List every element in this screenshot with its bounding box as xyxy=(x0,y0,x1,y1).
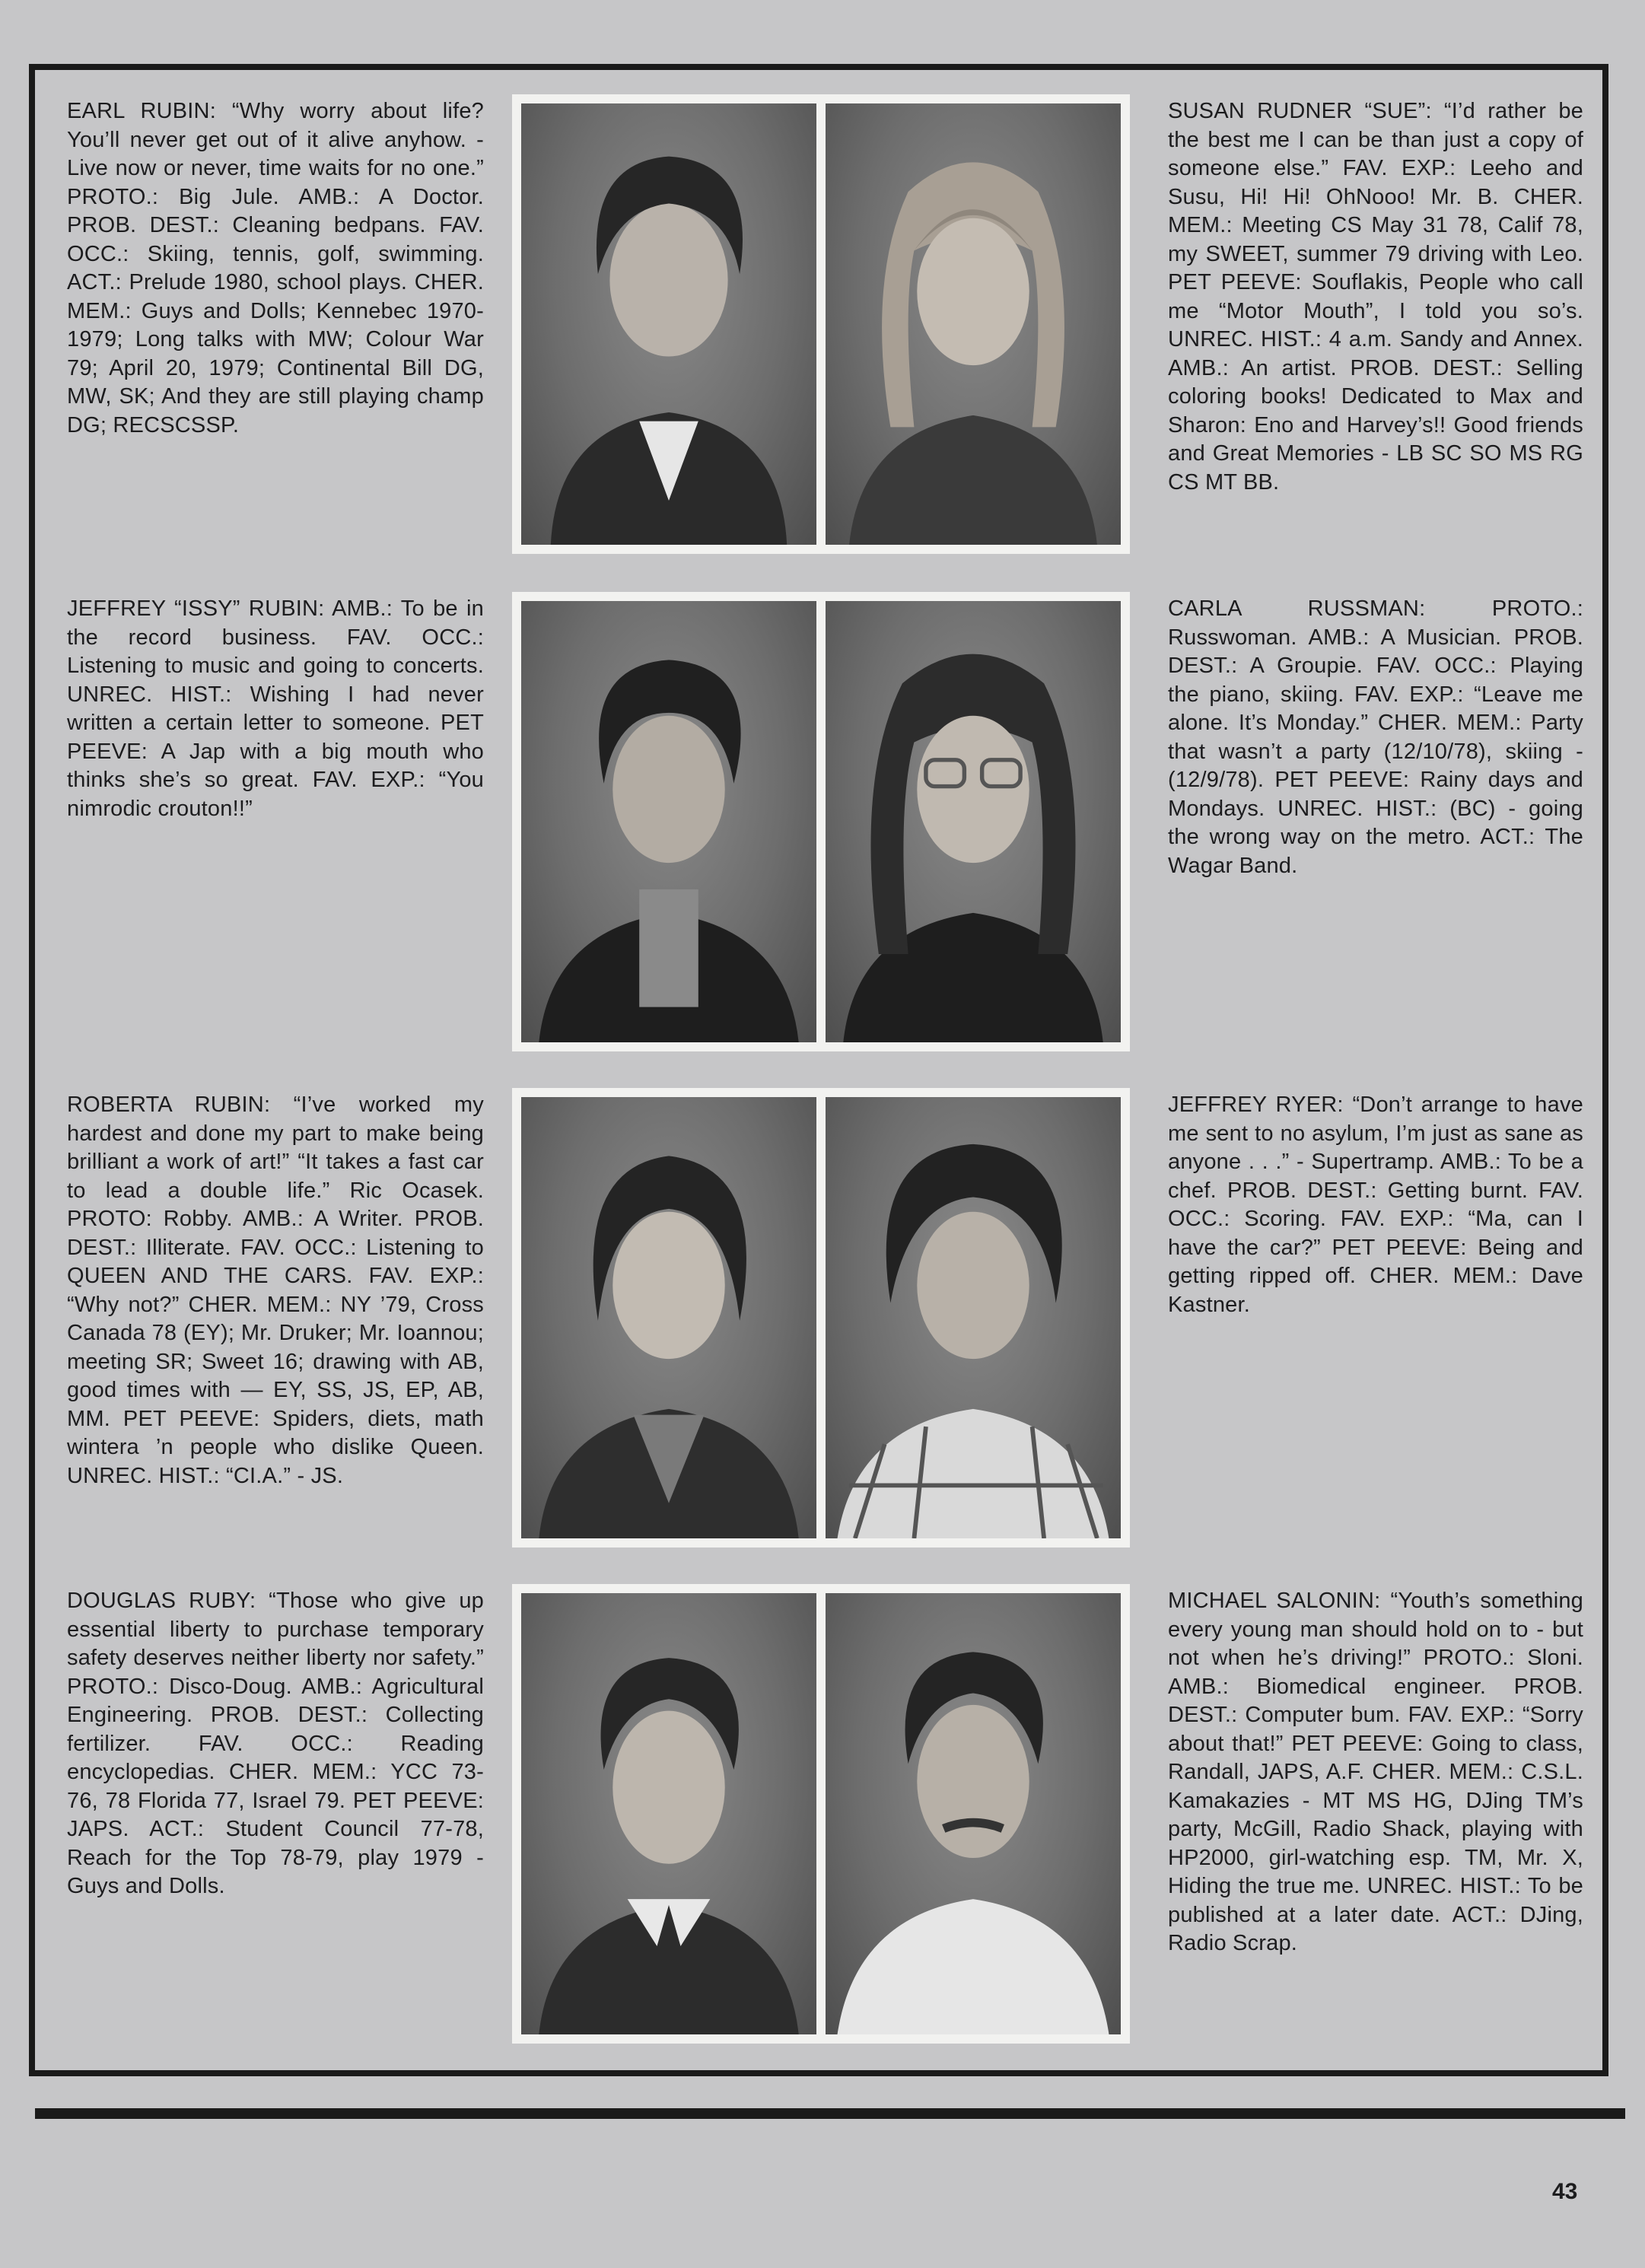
entry-michael-salonin: MICHAEL SALONIN: “Youth’s something every young man should hold on to - but not when he’s driving!” PROTO.: Sloni. AMB.: Biomedical engineer. PROB. DEST.: Computer bum. FAV. EXP.: “Sorry about that!” PET PEEVE: Going to class, Randall, JAPS, A.F. CHER. MEM.: C.S.L. Kamakazies - MT MS HG, DJing TM’s party, McGill, Radio Shack, playing with HP2000, girl-watching esp. TM, Mr. X, Hiding the true me. UNREC. HIST.: To be published at a later date. ACT.: DJing, Radio Scrap. xyxy=(1168,1589,1583,1955)
page-number: 43 xyxy=(1552,2179,1578,2204)
bottom-rule xyxy=(35,2108,1625,2119)
photo-pair-row-2 xyxy=(512,592,1130,1051)
portrait-michael-salonin xyxy=(826,1593,1121,2034)
photo-pair-row-3 xyxy=(512,1088,1130,1548)
photo-pair-row-1 xyxy=(512,94,1130,554)
entry-susan-rudner: SUSAN RUDNER “SUE”: “I’d rather be the best me I can be than just a copy of someone else.” FAV. EXP.: Leeho and Susu, Hi! Hi! OhNooo! Mr. B. CHER. MEM.: Meeting CS May 31 78, Calif 78, my SWEET, summer 79 driving with Leo. PET PEEVE: Souflakis, People who call me “Motor Mouth”, I told you so’s. UNREC. HIST.: 4 a.m. Sandy and Annex. AMB.: An artist. PROB. DEST.: Selling coloring books! Dedicated to Max and Sharon: Eno and Harvey’s!! Good friends and Great Memories - LB SC SO MS RG CS MT BB. xyxy=(1168,99,1583,495)
portrait-jeffrey-ryer xyxy=(826,1097,1121,1538)
portrait-roberta-rubin xyxy=(521,1097,816,1538)
entry-douglas-ruby: DOUGLAS RUBY: “Those who give up essential liberty to purchase temporary safety deserves neither liberty nor safety.” PROTO.: Disco-Doug. AMB.: Agricultural Engineering. PROB. DEST.: Collecting fertilizer. FAV. OCC.: Reading encyclopedias. CHER. MEM.: YCC 73-76, 78 Florida 77, Israel 79. PET PEEVE: JAPS. ACT.: Student Council 77-78, Reach for the Top 78-79, play 1979 - Guys and Dolls. xyxy=(67,1589,484,1898)
portrait-carla-russman xyxy=(826,601,1121,1042)
portrait-earl-rubin xyxy=(521,103,816,545)
photo-pair-row-4 xyxy=(512,1584,1130,2044)
portrait-jeffrey-rubin xyxy=(521,601,816,1042)
entry-roberta-rubin: ROBERTA RUBIN: “I’ve worked my hardest and done my part to make being brilliant a work of art!” “It takes a fast car to lead a double life.” Ric Ocasek. PROTO: Robby. AMB.: A Writer. PROB. DEST.: Illiterate. FAV. OCC.: Listening to QUEEN AND THE CARS. FAV. EXP.: “Why not?” CHER. MEM.: NY ’79, Cross Canada 78 (EY); Mr. Druker; Mr. Ioannou; meeting SR; Sweet 16; drawing with AB, good times with — EY, SS, JS, EP, AB, MM. PET PEEVE: Spiders, diets, math wintera ’n people who dislike Queen. UNREC. HIST.: “CI.A.” - JS. xyxy=(67,1093,484,1488)
portrait-susan-rudner xyxy=(826,103,1121,545)
entry-jeffrey-ryer: JEFFREY RYER: “Don’t arrange to have me sent to no asylum, I’m just as sane as anyone . . .” - Supertramp. AMB.: To be a chef. PROB. DEST.: Getting burnt. FAV. OCC.: Scoring. FAV. EXP.: “Ma, can I have the car?” PET PEEVE: Being and getting ripped off. CHER. MEM.: Dave Kastner. xyxy=(1168,1093,1583,1317)
portrait-douglas-ruby xyxy=(521,1593,816,2034)
entry-jeffrey-rubin: JEFFREY “ISSY” RUBIN: AMB.: To be in the record business. FAV. OCC.: Listening to music and going to concerts. UNREC. HIST.: Wishing I had never written a certain letter to someone. PET PEEVE: A Jap with a big mouth who thinks she’s so great. FAV. EXP.: “You nimrodic crouton!!” xyxy=(67,596,484,821)
entry-carla-russman: CARLA RUSSMAN: PROTO.: Russwoman. AMB.: A Musician. PROB. DEST.: A Groupie. FAV. OCC.: Playing the piano, skiing. FAV. EXP.: “Leave me alone. It’s Monday.” CHER. MEM.: Party that wasn’t a party (12/10/78), skiing - (12/9/78). PET PEEVE: Rainy days and Mondays. UNREC. HIST.: (BC) - going the wrong way on the metro. ACT.: The Wagar Band. xyxy=(1168,596,1583,878)
entry-earl-rubin: EARL RUBIN: “Why worry about life? You’ll never get out of it alive anyhow. - Live now or never, time waits for no one.” PROTO.: Big Jule. AMB.: A Doctor. PROB. DEST.: Cleaning bedpans. FAV. OCC.: Skiing, tennis, golf, swimming. ACT.: Prelude 1980, school plays. CHER. MEM.: Guys and Dolls; Kennebec 1970-1979; Long talks with MW; Colour War 79; April 20, 1979; Continental Bill DG, MW, SK; And they are still playing champ DG; RECSCSSP. xyxy=(67,99,484,437)
